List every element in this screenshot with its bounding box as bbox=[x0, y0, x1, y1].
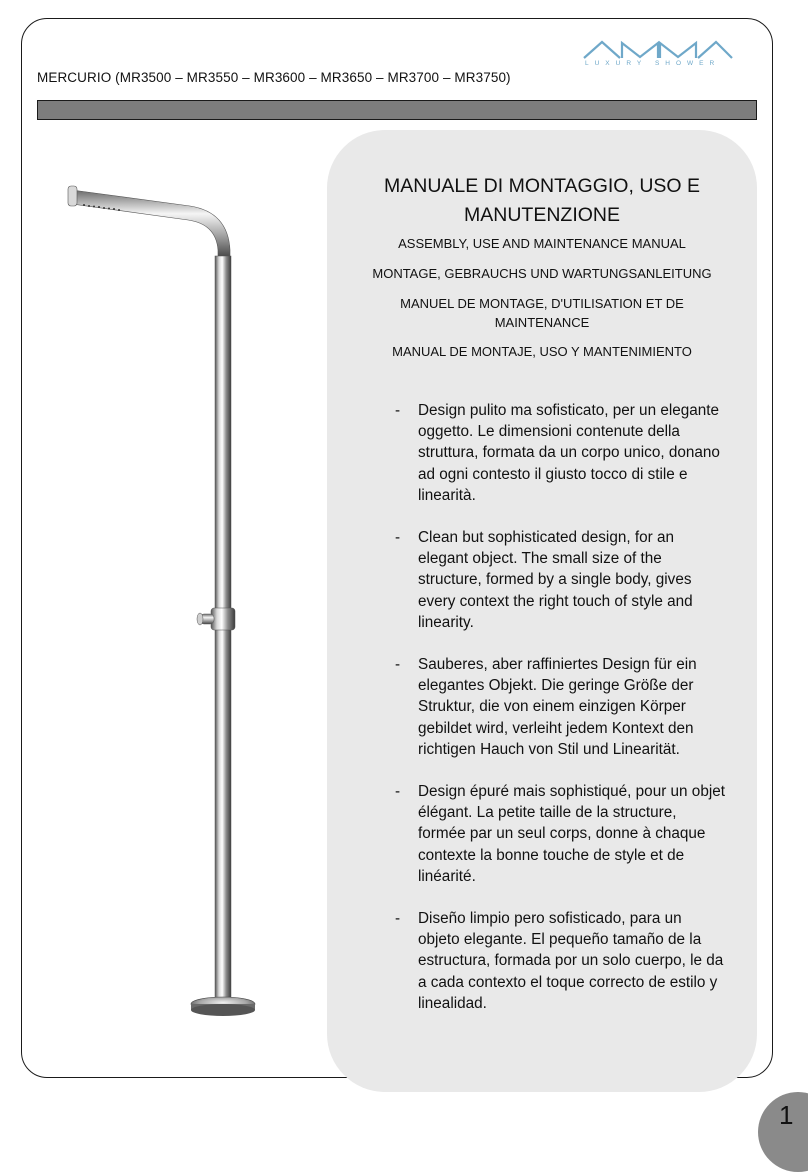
title-english: ASSEMBLY, USE AND MAINTENANCE MANUAL bbox=[398, 236, 686, 251]
description-text: Design pulito ma sofisticato, per un elegante oggetto. Le dimensioni contenute della struttura, formata da un corpo unico, donano ad ogni contesto il giusto tocco di stile e linearità. bbox=[418, 402, 720, 504]
description-french bbox=[395, 781, 725, 887]
bullet-dash: - bbox=[395, 529, 401, 547]
title-german: MONTAGE, GEBRAUCHS UND WARTUNGSANLEITUNG bbox=[372, 266, 712, 281]
logo-subtitle: LUXURY SHOWER bbox=[585, 60, 721, 67]
description-english bbox=[395, 527, 725, 633]
title-spanish: MANUAL DE MONTAJE, USO Y MANTENIMIENTO bbox=[392, 344, 692, 359]
bullet-dash: - bbox=[395, 402, 401, 419]
title-bar bbox=[37, 100, 757, 120]
description-italian bbox=[395, 400, 725, 506]
description-text: Clean but sophisticated design, for an elegant object. The small size of the structure, formed by a single body, gives every context the right touch of style and linearity. bbox=[418, 529, 693, 631]
manual-title: MANUALE DI MONTAGGIO, USO E MANUTENZIONE bbox=[383, 175, 700, 226]
description-text: Sauberes, aber raffiniertes Design für ein elegantes Objekt. Die geringe Größe der Struktur, die von einem einzigen Körper gebildet wird, verleiht jedem Kontext den richtigen Hauch von Stil und Linearität. bbox=[418, 656, 697, 758]
title-french: MANUEL DE MONTAGE, D'UTILISATION ET DE MAINTENANCE bbox=[400, 296, 684, 330]
description-german bbox=[395, 654, 725, 760]
page-number: 1 bbox=[779, 1100, 794, 1130]
shower-product-image bbox=[60, 180, 280, 1025]
bullet-dash: - bbox=[395, 656, 401, 674]
description-spanish bbox=[395, 908, 725, 1014]
description-list bbox=[395, 400, 725, 1035]
description-text: Design épuré mais sophistiqué, pour un objet élégant. La petite taille de la structure, formée par un seul corps, donne à chaque contexte la bonne touche de style et de linéarité. bbox=[418, 783, 725, 885]
bullet-dash: - bbox=[395, 910, 401, 928]
model-line: MERCURIO (MR3500 – MR3550 – MR3600 – MR3650 – MR3700 – MR3750) bbox=[37, 70, 511, 85]
description-text: Diseño limpio pero sofisticado, para un objeto elegante. El pequeño tamaño de la estructura, formada por un solo cuerpo, le da a cada contexto el toque correcto de estilo y linealidad. bbox=[418, 910, 724, 1012]
bullet-dash: - bbox=[395, 783, 401, 801]
